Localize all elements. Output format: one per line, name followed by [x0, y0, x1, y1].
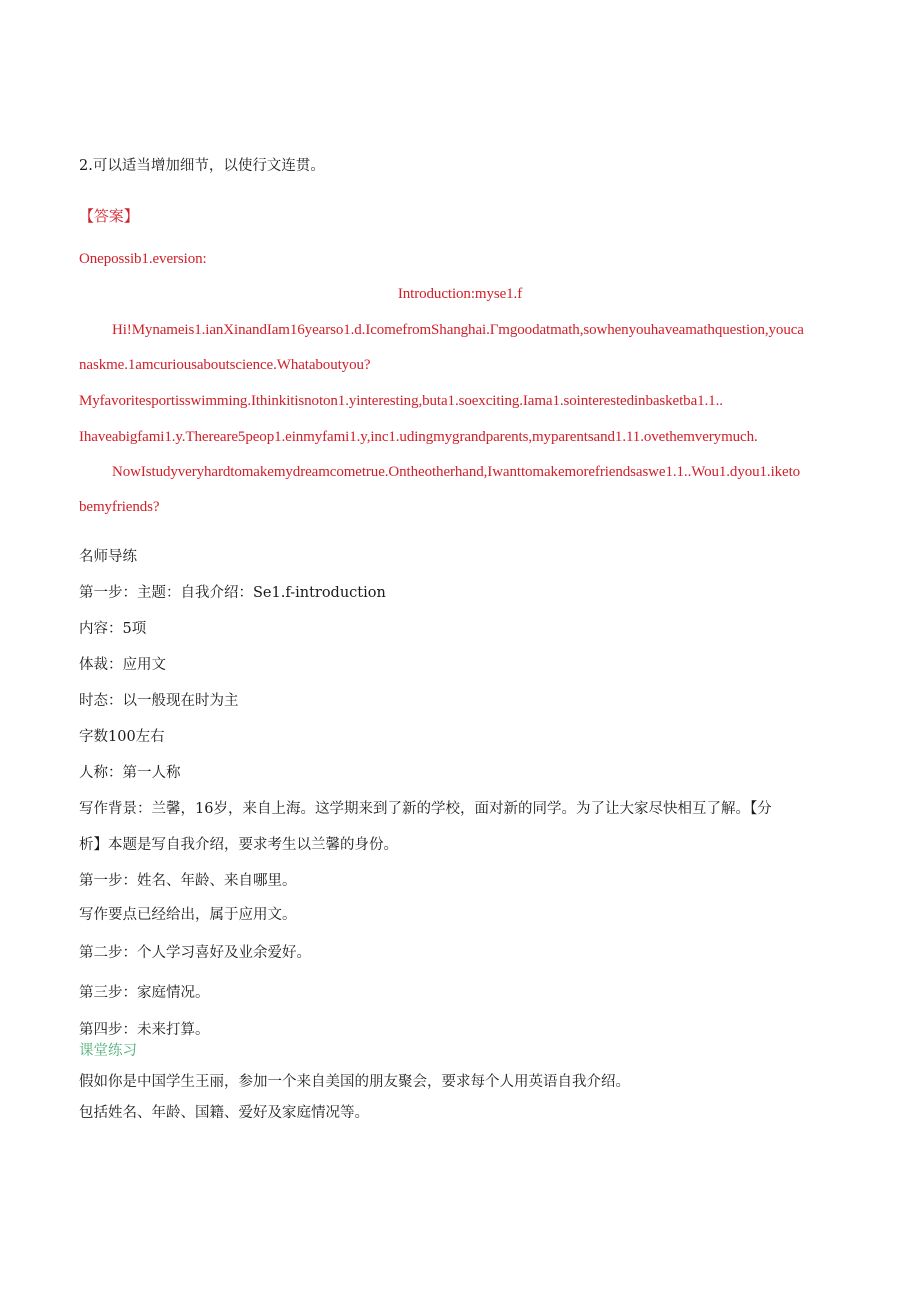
essay-line: Ihaveabigfami1.y.Thereare5peop1.einmyfami1.y,inc1.udingmygrandparents,myparentsand1.11.ovethemverymuch.	[79, 429, 758, 445]
guide-content: 内容：5项	[79, 621, 147, 637]
guide-step-b: 第二步：个人学习喜好及业余爱好。	[79, 945, 311, 961]
guide-title: 名师导练	[79, 549, 137, 565]
guide-key-points: 写作要点已经给出，属于应用文。	[79, 907, 297, 923]
essay-line: Hi!Mynameis1.ianXinandIam16yearso1.d.IcomefromShanghai.Γmgoodatmath,sowhenyouhaveamathquestion,youca	[112, 322, 804, 338]
essay-line: bemyfriends?	[79, 499, 160, 515]
essay-line: Myfavoritesportisswimming.Ithinkitisnoton1.yinteresting,buta1.soexciting.Iama1.sointerestedinbasketba1.1..	[79, 393, 723, 409]
guide-background-cont: 析】本题是写自我介绍，要求考生以兰馨的身份。	[79, 837, 398, 853]
essay-line: naskme.1amcuriousaboutscience.Whataboutyou?	[79, 357, 371, 373]
answer-header: 【答案】	[79, 209, 139, 225]
one-possible-version: Onepossib1.eversion:	[79, 251, 207, 267]
guide-person: 人称：第一人称	[79, 765, 181, 781]
essay-line: NowIstudyveryhardtomakemydreamcometrue.Ontheotherhand,Iwanttomakemorefriendsaswe1.1..Wou1.dyou1.iketo	[112, 464, 801, 480]
guide-genre: 体裁：应用文	[79, 657, 166, 673]
practice-line: 假如你是中国学生王丽，参加一个来自美国的朋友聚会，要求每个人用英语自我介绍。	[79, 1074, 630, 1090]
practice-title: 课堂练习	[79, 1043, 137, 1059]
guide-step-d: 第四步：未来打算。	[79, 1022, 210, 1038]
intro-note: 2.可以适当增加细节，以使行文连贯。	[79, 158, 325, 174]
guide-step-c: 第三步：家庭情况。	[79, 985, 210, 1001]
guide-tense: 时态：以一般现在时为主	[79, 693, 239, 709]
essay-title: Introduction:myse1.f	[397, 286, 523, 302]
guide-background: 写作背景：兰馨，16岁，来自上海。这学期来到了新的学校，面对新的同学。为了让大家尽快相互了解。【分	[79, 801, 772, 817]
guide-words: 字数100左右	[79, 729, 165, 745]
guide-step-a: 第一步：姓名、年龄、来自哪里。	[79, 873, 297, 889]
practice-line: 包括姓名、年龄、国籍、爱好及家庭情况等。	[79, 1105, 369, 1121]
guide-step1: 第一步：主题：自我介绍：Se1.f-introduction	[79, 585, 386, 601]
